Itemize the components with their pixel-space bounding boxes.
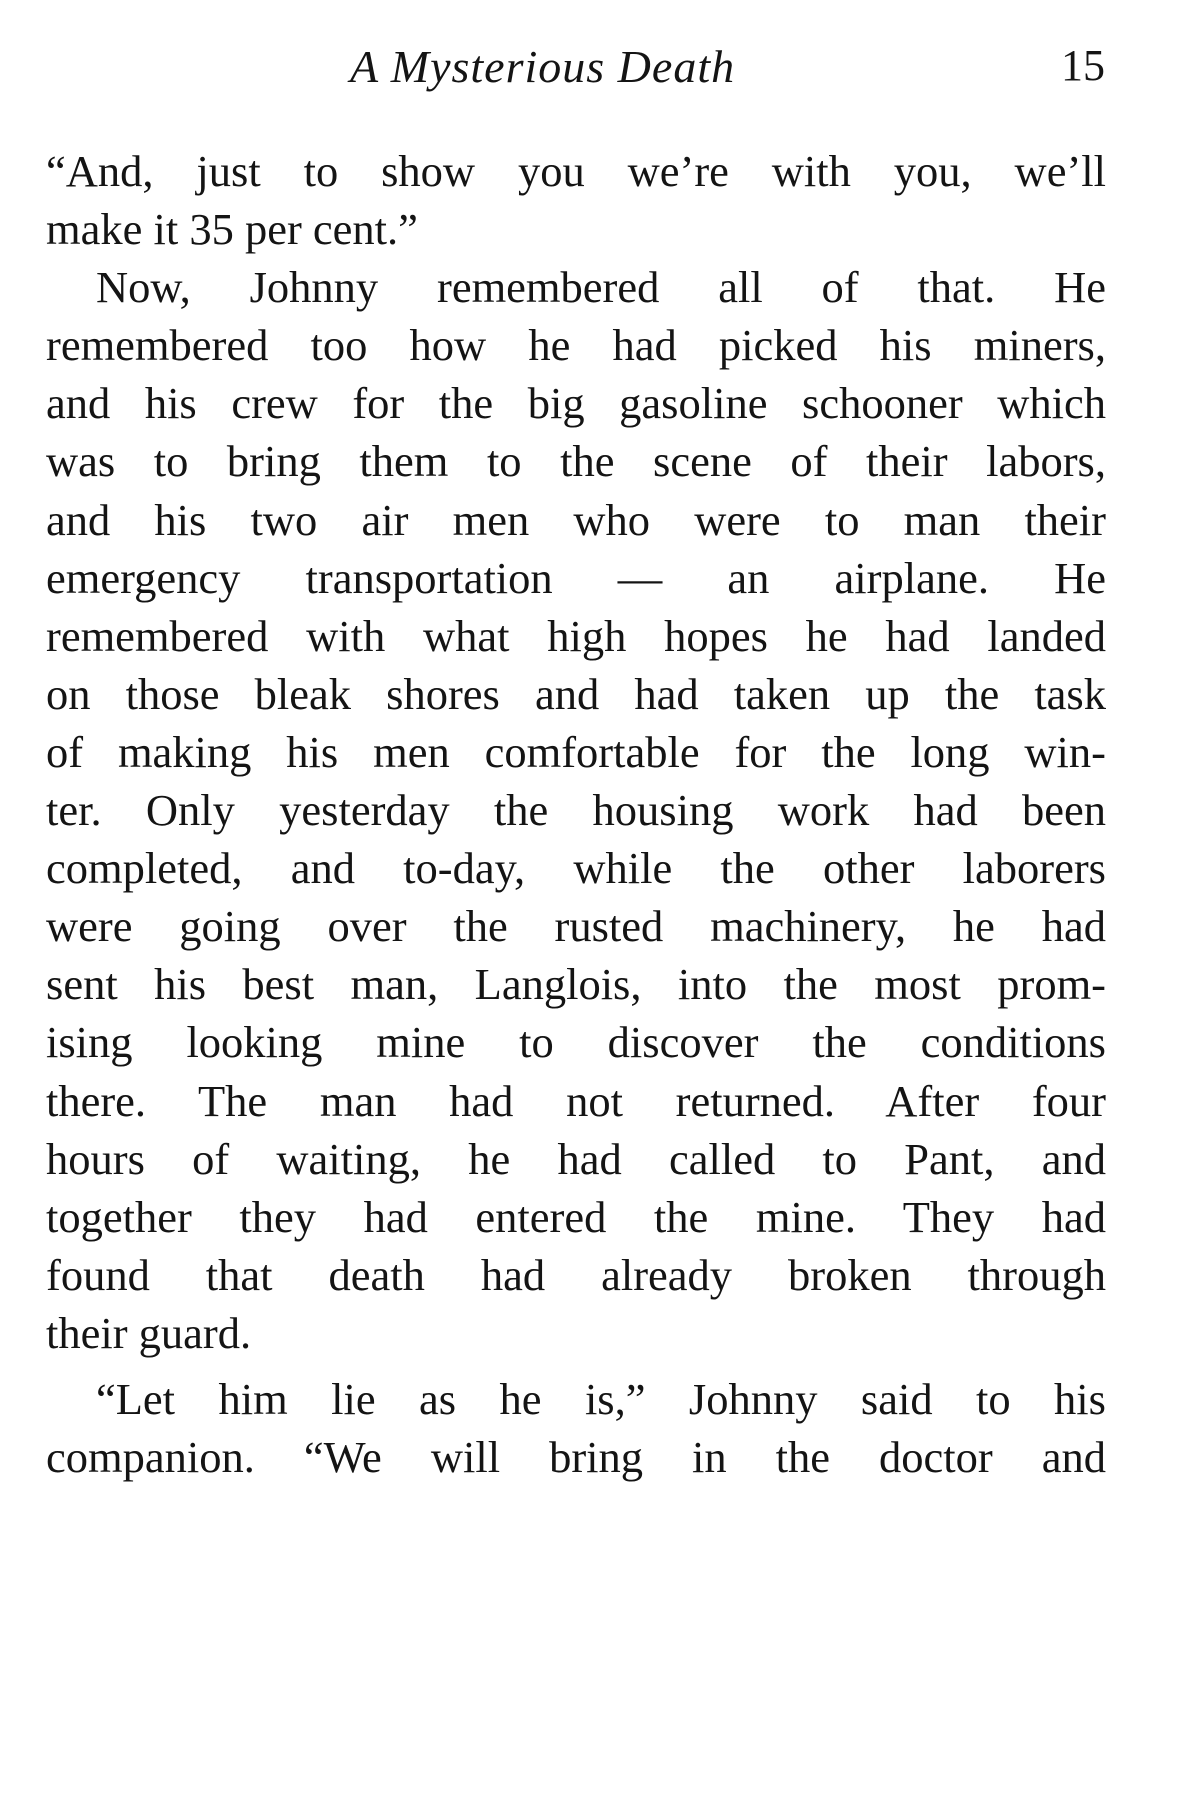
page-number: 15	[1061, 41, 1105, 90]
text-line: sent his best man, Langlois, into the most prom-	[46, 959, 1106, 1010]
text-line: remembered with what high hopes he had landed	[46, 610, 1106, 661]
text-line: of making his men comfortable for the long win-	[46, 726, 1106, 777]
text-line: Now, Johnny remembered all of that. He	[96, 262, 1106, 313]
body-text	[46, 142, 1106, 1486]
text-line: and his two air men who were to man their	[46, 494, 1106, 545]
text-line: found that death had already broken through	[46, 1249, 1106, 1300]
text-line: remembered too how he had picked his miners,	[46, 320, 1106, 371]
text-line: were going over the rusted machinery, he had	[46, 901, 1106, 952]
text-line: on those bleak shores and had taken up the task	[46, 668, 1106, 719]
text-line: make it 35 per cent.”	[46, 204, 418, 255]
text-line: “Let him lie as he is,” Johnny said to his	[96, 1373, 1106, 1424]
page-header	[50, 40, 1105, 110]
text-line: emergency transportation — an airplane. He	[46, 552, 1106, 603]
text-line: and his crew for the big gasoline schooner which	[46, 378, 1106, 429]
text-line: ising looking mine to discover the conditions	[46, 1017, 1106, 1068]
paragraph	[46, 142, 1106, 258]
paragraph	[46, 1370, 1106, 1486]
text-line: “And, just to show you we’re with you, we’ll	[46, 146, 1106, 196]
text-line: their guard.	[46, 1307, 252, 1358]
running-title: A Mysterious Death	[350, 41, 736, 92]
text-line: was to bring them to the scene of their labors,	[46, 436, 1106, 487]
text-line: completed, and to-day, while the other laborers	[46, 843, 1106, 894]
paragraph	[46, 258, 1106, 1362]
text-line: companion. “We will bring in the doctor and	[46, 1432, 1106, 1483]
text-line: together they had entered the mine. They had	[46, 1191, 1106, 1242]
text-line: ter. Only yesterday the housing work had been	[46, 785, 1106, 836]
text-line: there. The man had not returned. After four	[46, 1075, 1106, 1126]
text-line: hours of waiting, he had called to Pant, and	[46, 1133, 1106, 1184]
